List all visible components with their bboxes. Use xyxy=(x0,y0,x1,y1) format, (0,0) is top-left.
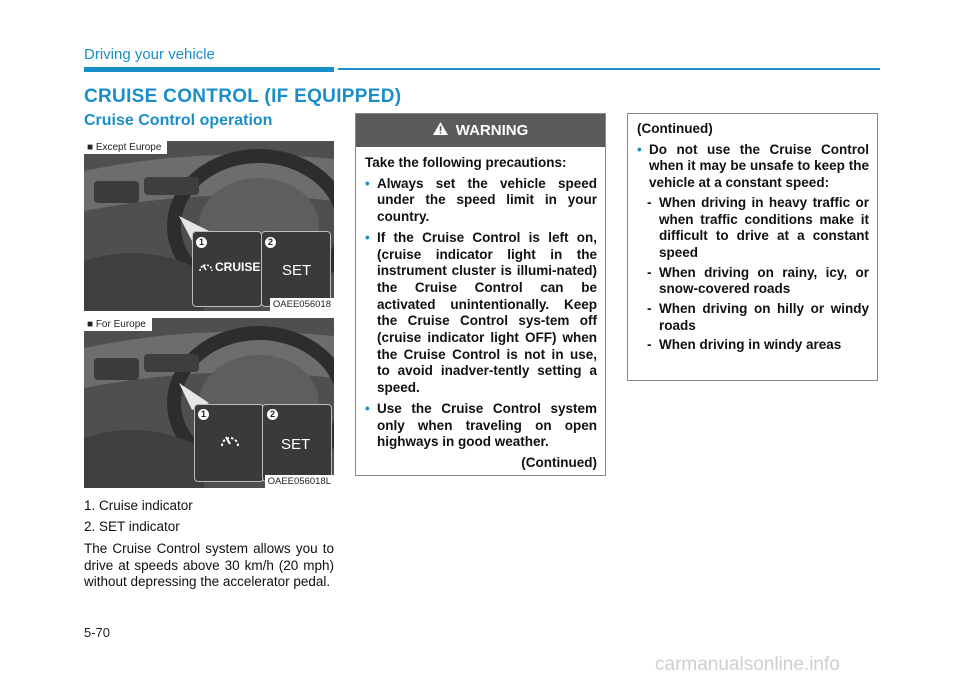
body-paragraph: The Cruise Control system allows you to drive at speeds above 30 km/h (20 mph) without depressing the accelerator pedal. xyxy=(84,541,334,589)
speedometer-icon xyxy=(219,429,241,454)
header-rule-thin xyxy=(338,68,880,70)
page-subtitle: Cruise Control operation xyxy=(84,112,273,129)
page-title: CRUISE CONTROL (IF EQUIPPED) xyxy=(84,86,402,107)
header-rule-thick xyxy=(84,67,334,72)
list-item: • Do not use the Cruise Control when it may be unsafe to keep the vehicle at a constant speed: xyxy=(637,141,869,191)
watermark: carmanualsonline.info xyxy=(655,654,840,675)
indicator-legend xyxy=(84,495,193,537)
figure-tag: ■ For Europe xyxy=(84,318,152,331)
warning-header xyxy=(356,114,605,147)
legend-item: 2. SET indicator xyxy=(84,519,180,534)
warning-triangle-icon xyxy=(433,122,448,139)
page-number: 5-70 xyxy=(84,625,111,640)
list-item: - When driving in windy areas xyxy=(647,337,842,353)
list-item: • Always set the vehicle speed under the speed limit in your country. xyxy=(365,175,597,225)
figure-code: OAEE056018L xyxy=(265,475,334,488)
list-item: - When driving in heavy traffic or when traffic conditions make it difficult to drive at a constant speed xyxy=(647,194,869,260)
legend-item: 1. Cruise indicator xyxy=(84,498,193,513)
continued-warning-box xyxy=(627,113,878,381)
dashboard-figure-europe xyxy=(84,318,334,488)
set-label: SET xyxy=(282,262,312,279)
set-label: SET xyxy=(281,436,311,453)
list-item: - When driving on rainy, icy, or snow-covered roads xyxy=(647,264,869,297)
continued-label: (Continued) xyxy=(521,454,597,470)
section-title: Driving your vehicle xyxy=(84,46,215,63)
speedometer-icon xyxy=(198,259,214,278)
dashboard-figure-except-europe xyxy=(84,141,334,311)
continued-header: (Continued) xyxy=(637,121,713,136)
list-item: - When driving on hilly or windy roads xyxy=(647,301,869,333)
figure-tag: ■ Except Europe xyxy=(84,141,167,154)
warning-intro: Take the following precautions: xyxy=(365,155,567,170)
callout-number-2: 2 xyxy=(267,409,278,420)
callout-number-2: 2 xyxy=(265,237,276,248)
list-item: • Use the Cruise Control system only when traveling on open highways in good weather. xyxy=(365,400,597,450)
list-item: • If the Cruise Control is left on, (cruise indicator light in the instrument cluster is illumi-nated) the Cruise Control can be activated unintentionally. Keep the Cruise Control sys-tem off (cruise indicator light OFF) when the Cruise Control is not in use, to avoid inadver-tently setting a speed. xyxy=(365,229,597,396)
cruise-label: CRUISE xyxy=(215,260,261,274)
callout-number-1: 1 xyxy=(196,237,207,248)
warning-title: WARNING xyxy=(455,122,529,139)
figure-code: OAEE056018 xyxy=(270,298,334,311)
callout-number-1: 1 xyxy=(198,409,209,420)
warning-box xyxy=(355,113,606,476)
